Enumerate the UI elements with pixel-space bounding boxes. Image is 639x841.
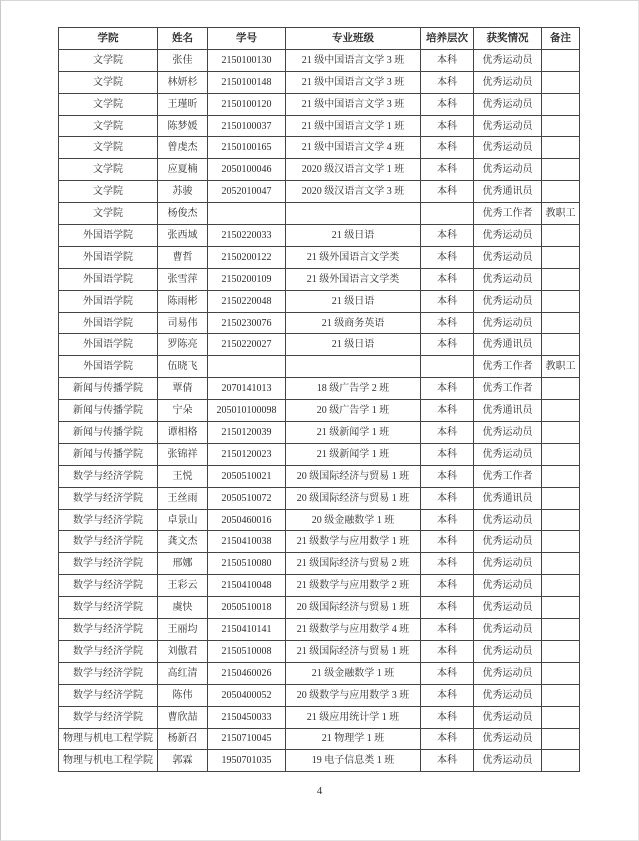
cell: 本科 <box>421 487 474 509</box>
cell: 20 级广告学 1 班 <box>286 400 421 422</box>
cell: 优秀运动员 <box>474 553 542 575</box>
table-row <box>59 531 580 553</box>
cell: 本科 <box>421 290 474 312</box>
cell: 数学与经济学院 <box>59 640 158 662</box>
cell: 2150510080 <box>208 553 286 575</box>
cell: 杨俊杰 <box>158 203 208 225</box>
cell: 曾虔杰 <box>158 137 208 159</box>
cell: 物理与机电工程学院 <box>59 750 158 772</box>
cell: 陈梦媛 <box>158 115 208 137</box>
table-row <box>59 71 580 93</box>
cell <box>542 728 580 750</box>
cell: 本科 <box>421 137 474 159</box>
cell: 教职工 <box>542 356 580 378</box>
cell: 龚文杰 <box>158 531 208 553</box>
cell: 数学与经济学院 <box>59 597 158 619</box>
table-row <box>59 334 580 356</box>
cell: 本科 <box>421 400 474 422</box>
cell: 宁朵 <box>158 400 208 422</box>
cell: 2150100148 <box>208 71 286 93</box>
column-header-3: 专业班级 <box>286 28 421 50</box>
cell: 2150410048 <box>208 575 286 597</box>
table-row <box>59 137 580 159</box>
column-header-0: 学院 <box>59 28 158 50</box>
cell: 优秀通讯员 <box>474 400 542 422</box>
cell: 20 级国际经济与贸易 1 班 <box>286 465 421 487</box>
table-row <box>59 312 580 334</box>
cell: 21 级外国语言文学类 <box>286 246 421 268</box>
cell: 外国语学院 <box>59 356 158 378</box>
cell: 20 级国际经济与贸易 1 班 <box>286 597 421 619</box>
cell: 2050100046 <box>208 159 286 181</box>
cell: 虞快 <box>158 597 208 619</box>
table-row <box>59 465 580 487</box>
table-row <box>59 268 580 290</box>
cell: 本科 <box>421 443 474 465</box>
cell: 数学与经济学院 <box>59 465 158 487</box>
table-row <box>59 159 580 181</box>
cell: 优秀通讯员 <box>474 181 542 203</box>
cell: 本科 <box>421 553 474 575</box>
column-header-4: 培养层次 <box>421 28 474 50</box>
cell: 林妍杉 <box>158 71 208 93</box>
cell: 数学与经济学院 <box>59 706 158 728</box>
cell: 外国语学院 <box>59 225 158 247</box>
cell <box>542 443 580 465</box>
cell: 本科 <box>421 268 474 290</box>
cell: 优秀运动员 <box>474 115 542 137</box>
cell: 新闻与传播学院 <box>59 378 158 400</box>
cell <box>542 93 580 115</box>
cell: 优秀运动员 <box>474 728 542 750</box>
cell: 2150200109 <box>208 268 286 290</box>
column-header-5: 获奖情况 <box>474 28 542 50</box>
cell: 本科 <box>421 246 474 268</box>
cell: 21 级中国语言文学 3 班 <box>286 49 421 71</box>
cell: 刘傲君 <box>158 640 208 662</box>
cell: 优秀运动员 <box>474 246 542 268</box>
cell: 优秀运动员 <box>474 422 542 444</box>
cell: 21 级中国语言文学 1 班 <box>286 115 421 137</box>
cell: 本科 <box>421 597 474 619</box>
cell: 优秀运动员 <box>474 509 542 531</box>
cell <box>542 268 580 290</box>
column-header-6: 备注 <box>542 28 580 50</box>
cell: 21 物理学 1 班 <box>286 728 421 750</box>
table-row <box>59 49 580 71</box>
cell: 本科 <box>421 619 474 641</box>
cell: 21 级数学与应用数学 1 班 <box>286 531 421 553</box>
cell: 本科 <box>421 640 474 662</box>
cell: 王悦 <box>158 465 208 487</box>
cell: 优秀通讯员 <box>474 487 542 509</box>
cell <box>542 334 580 356</box>
cell: 2020 级汉语言文学 3 班 <box>286 181 421 203</box>
cell: 数学与经济学院 <box>59 662 158 684</box>
cell: 2150100130 <box>208 49 286 71</box>
cell: 数学与经济学院 <box>59 619 158 641</box>
cell: 罗陈亮 <box>158 334 208 356</box>
cell: 205010100098 <box>208 400 286 422</box>
cell <box>542 531 580 553</box>
cell: 外国语学院 <box>59 290 158 312</box>
cell: 21 级中国语言文学 4 班 <box>286 137 421 159</box>
cell: 本科 <box>421 531 474 553</box>
cell: 曹哲 <box>158 246 208 268</box>
cell: 应夏楠 <box>158 159 208 181</box>
table-body <box>59 49 580 771</box>
cell: 2150120023 <box>208 443 286 465</box>
header-row <box>59 28 580 50</box>
cell: 本科 <box>421 662 474 684</box>
cell: 21 级新闻学 1 班 <box>286 422 421 444</box>
cell: 21 级日语 <box>286 334 421 356</box>
cell: 21 级日语 <box>286 290 421 312</box>
cell <box>421 203 474 225</box>
cell: 数学与经济学院 <box>59 553 158 575</box>
cell: 优秀运动员 <box>474 49 542 71</box>
table-row <box>59 640 580 662</box>
cell: 20 级数学与应用数学 3 班 <box>286 684 421 706</box>
cell: 优秀运动员 <box>474 225 542 247</box>
table-row <box>59 203 580 225</box>
cell: 本科 <box>421 93 474 115</box>
cell: 本科 <box>421 115 474 137</box>
cell: 2150220048 <box>208 290 286 312</box>
cell: 优秀工作者 <box>474 203 542 225</box>
cell: 文学院 <box>59 137 158 159</box>
cell: 司易伟 <box>158 312 208 334</box>
cell: 优秀通讯员 <box>474 334 542 356</box>
table-row <box>59 553 580 575</box>
cell: 数学与经济学院 <box>59 531 158 553</box>
cell: 优秀运动员 <box>474 312 542 334</box>
page-number: 4 <box>316 785 323 797</box>
cell: 2150510008 <box>208 640 286 662</box>
cell: 2050510021 <box>208 465 286 487</box>
table-row <box>59 290 580 312</box>
cell: 优秀运动员 <box>474 290 542 312</box>
table-row <box>59 378 580 400</box>
cell: 邢娜 <box>158 553 208 575</box>
cell: 21 级应用统计学 1 班 <box>286 706 421 728</box>
cell: 本科 <box>421 159 474 181</box>
cell: 优秀工作者 <box>474 356 542 378</box>
cell: 2150100165 <box>208 137 286 159</box>
cell: 2150230076 <box>208 312 286 334</box>
cell: 王彩云 <box>158 575 208 597</box>
cell: 优秀运动员 <box>474 684 542 706</box>
cell <box>542 684 580 706</box>
award-recipients-table <box>58 27 580 772</box>
cell <box>542 465 580 487</box>
cell: 伍晓飞 <box>158 356 208 378</box>
table-row <box>59 619 580 641</box>
cell: 文学院 <box>59 49 158 71</box>
cell: 19 电子信息类 1 班 <box>286 750 421 772</box>
cell: 张西域 <box>158 225 208 247</box>
cell <box>542 71 580 93</box>
cell: 覃倩 <box>158 378 208 400</box>
cell: 21 级数学与应用数学 2 班 <box>286 575 421 597</box>
cell <box>542 509 580 531</box>
cell: 2150410141 <box>208 619 286 641</box>
cell: 优秀运动员 <box>474 93 542 115</box>
cell <box>542 290 580 312</box>
cell <box>542 225 580 247</box>
cell: 2150450033 <box>208 706 286 728</box>
cell: 文学院 <box>59 181 158 203</box>
cell <box>542 422 580 444</box>
table-row <box>59 356 580 378</box>
table-header <box>59 28 580 50</box>
cell <box>542 115 580 137</box>
cell <box>542 597 580 619</box>
cell: 21 级数学与应用数学 4 班 <box>286 619 421 641</box>
cell: 优秀运动员 <box>474 443 542 465</box>
cell <box>542 246 580 268</box>
cell <box>542 575 580 597</box>
cell <box>542 137 580 159</box>
cell: 优秀运动员 <box>474 71 542 93</box>
cell: 21 级国际经济与贸易 1 班 <box>286 640 421 662</box>
cell: 本科 <box>421 49 474 71</box>
cell: 本科 <box>421 334 474 356</box>
cell: 20 级金融数学 1 班 <box>286 509 421 531</box>
cell: 2050510018 <box>208 597 286 619</box>
cell: 2150120039 <box>208 422 286 444</box>
cell: 本科 <box>421 378 474 400</box>
table-row <box>59 422 580 444</box>
cell: 教职工 <box>542 203 580 225</box>
cell: 文学院 <box>59 71 158 93</box>
cell: 数学与经济学院 <box>59 509 158 531</box>
cell: 2020 级汉语言文学 1 班 <box>286 159 421 181</box>
cell: 本科 <box>421 575 474 597</box>
cell: 20 级国际经济与贸易 1 班 <box>286 487 421 509</box>
cell: 物理与机电工程学院 <box>59 728 158 750</box>
cell: 谭相格 <box>158 422 208 444</box>
cell: 优秀工作者 <box>474 378 542 400</box>
table-row <box>59 225 580 247</box>
cell: 优秀运动员 <box>474 159 542 181</box>
cell: 本科 <box>421 684 474 706</box>
table-row <box>59 706 580 728</box>
cell: 21 级外国语言文学类 <box>286 268 421 290</box>
cell: 2150100037 <box>208 115 286 137</box>
cell: 优秀运动员 <box>474 706 542 728</box>
cell: 新闻与传播学院 <box>59 400 158 422</box>
cell: 外国语学院 <box>59 268 158 290</box>
table-row <box>59 93 580 115</box>
table-row <box>59 684 580 706</box>
cell: 陈伟 <box>158 684 208 706</box>
cell: 卓景山 <box>158 509 208 531</box>
cell: 21 级国际经济与贸易 2 班 <box>286 553 421 575</box>
cell: 21 级金融数学 1 班 <box>286 662 421 684</box>
cell: 本科 <box>421 312 474 334</box>
cell: 21 级日语 <box>286 225 421 247</box>
column-header-2: 学号 <box>208 28 286 50</box>
cell: 文学院 <box>59 159 158 181</box>
cell: 2050400052 <box>208 684 286 706</box>
cell: 优秀运动员 <box>474 531 542 553</box>
cell <box>542 640 580 662</box>
cell: 郭霖 <box>158 750 208 772</box>
cell: 本科 <box>421 509 474 531</box>
cell: 杨新召 <box>158 728 208 750</box>
cell: 本科 <box>421 750 474 772</box>
cell: 优秀工作者 <box>474 465 542 487</box>
cell: 外国语学院 <box>59 246 158 268</box>
cell: 优秀运动员 <box>474 619 542 641</box>
table-row <box>59 750 580 772</box>
column-header-1: 姓名 <box>158 28 208 50</box>
cell: 本科 <box>421 225 474 247</box>
cell: 21 级中国语言文学 3 班 <box>286 71 421 93</box>
cell: 18 级广告学 2 班 <box>286 378 421 400</box>
cell: 陈雨彬 <box>158 290 208 312</box>
table-row <box>59 509 580 531</box>
cell <box>542 553 580 575</box>
cell: 数学与经济学院 <box>59 575 158 597</box>
cell <box>542 49 580 71</box>
cell <box>542 378 580 400</box>
cell: 2150460026 <box>208 662 286 684</box>
cell <box>542 181 580 203</box>
cell: 高红清 <box>158 662 208 684</box>
cell: 2050510072 <box>208 487 286 509</box>
cell: 优秀运动员 <box>474 137 542 159</box>
cell: 外国语学院 <box>59 334 158 356</box>
cell: 苏骏 <box>158 181 208 203</box>
cell: 文学院 <box>59 203 158 225</box>
cell: 21 级新闻学 1 班 <box>286 443 421 465</box>
cell: 外国语学院 <box>59 312 158 334</box>
cell: 优秀运动员 <box>474 640 542 662</box>
table-row <box>59 400 580 422</box>
cell: 优秀运动员 <box>474 268 542 290</box>
cell <box>542 619 580 641</box>
cell: 2150200122 <box>208 246 286 268</box>
cell <box>542 312 580 334</box>
cell: 数学与经济学院 <box>59 684 158 706</box>
table-row <box>59 181 580 203</box>
cell: 本科 <box>421 422 474 444</box>
cell <box>542 662 580 684</box>
cell: 2150220027 <box>208 334 286 356</box>
cell: 曹欣喆 <box>158 706 208 728</box>
cell: 1950701035 <box>208 750 286 772</box>
cell <box>542 706 580 728</box>
cell: 2150410038 <box>208 531 286 553</box>
cell <box>542 750 580 772</box>
cell: 2150710045 <box>208 728 286 750</box>
cell: 张佳 <box>158 49 208 71</box>
cell: 本科 <box>421 181 474 203</box>
cell: 优秀运动员 <box>474 597 542 619</box>
cell: 2070141013 <box>208 378 286 400</box>
cell: 文学院 <box>59 115 158 137</box>
cell: 新闻与传播学院 <box>59 422 158 444</box>
cell: 优秀运动员 <box>474 575 542 597</box>
table-row <box>59 728 580 750</box>
cell: 数学与经济学院 <box>59 487 158 509</box>
cell: 文学院 <box>59 93 158 115</box>
cell: 本科 <box>421 706 474 728</box>
cell: 21 级商务英语 <box>286 312 421 334</box>
cell <box>421 356 474 378</box>
cell <box>542 487 580 509</box>
cell: 王丝雨 <box>158 487 208 509</box>
table-row <box>59 662 580 684</box>
table-row <box>59 597 580 619</box>
cell <box>542 400 580 422</box>
cell <box>286 356 421 378</box>
cell: 2150220033 <box>208 225 286 247</box>
cell: 21 级中国语言文学 3 班 <box>286 93 421 115</box>
cell: 2150100120 <box>208 93 286 115</box>
cell: 王丽均 <box>158 619 208 641</box>
cell: 优秀运动员 <box>474 750 542 772</box>
cell: 新闻与传播学院 <box>59 443 158 465</box>
cell: 本科 <box>421 728 474 750</box>
cell <box>208 203 286 225</box>
cell: 张锦祥 <box>158 443 208 465</box>
cell: 2050460016 <box>208 509 286 531</box>
table-row <box>59 115 580 137</box>
cell: 2052010047 <box>208 181 286 203</box>
table-row <box>59 246 580 268</box>
cell <box>208 356 286 378</box>
cell: 本科 <box>421 71 474 93</box>
cell <box>286 203 421 225</box>
cell: 张雪萍 <box>158 268 208 290</box>
cell: 王瑾昕 <box>158 93 208 115</box>
table-row <box>59 487 580 509</box>
table-row <box>59 443 580 465</box>
cell: 本科 <box>421 465 474 487</box>
cell <box>542 159 580 181</box>
cell: 优秀运动员 <box>474 662 542 684</box>
table-row <box>59 575 580 597</box>
